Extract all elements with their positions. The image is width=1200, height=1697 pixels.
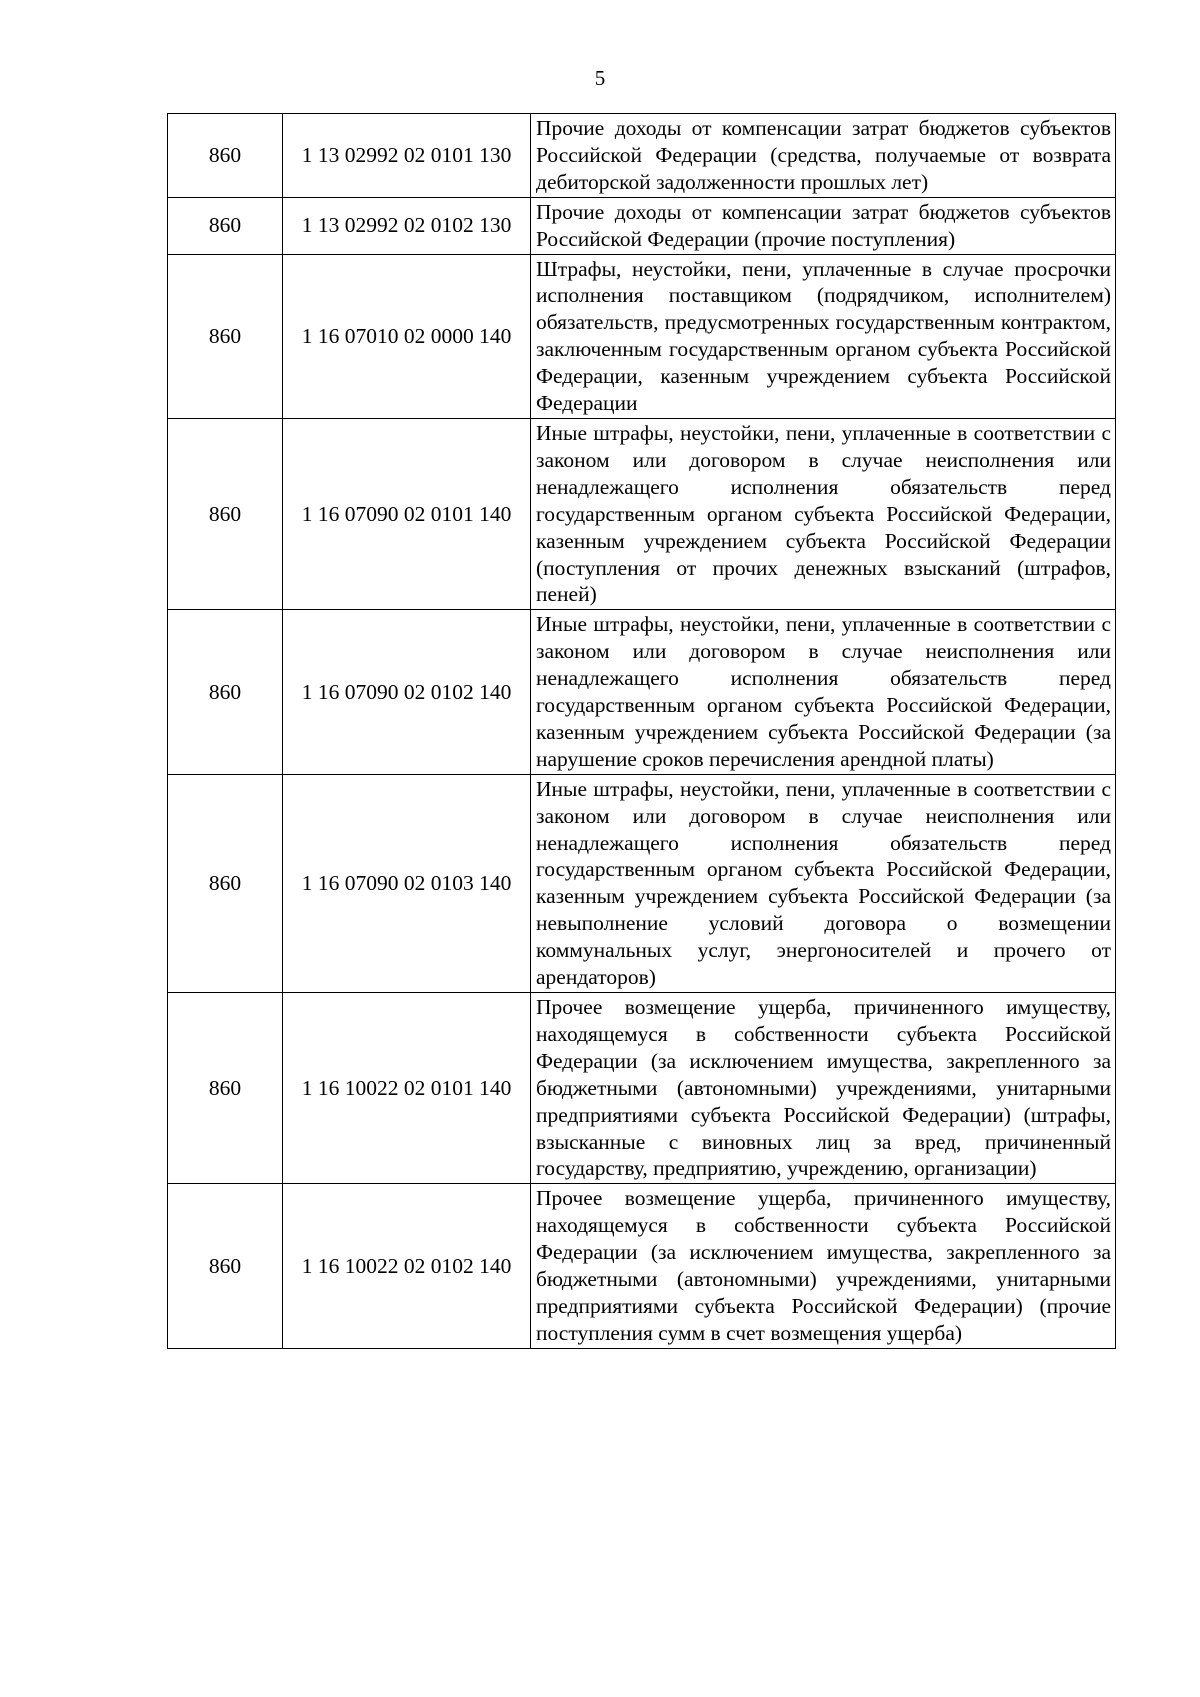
description-cell: Иные штрафы, неустойки, пени, уплаченные в соответствии с законом или договором в случае неисполнения или ненадлежащего исполнения обязательств перед государственным органом субъекта Российской Федерации, казенным учреждением субъекта Российской Федерации (поступления от прочих денежных взысканий (штрафов, пеней) (531, 418, 1116, 609)
revenue-code-cell: 1 13 02992 02 0101 130 (283, 114, 531, 198)
revenue-code-cell: 1 16 10022 02 0101 140 (283, 993, 531, 1184)
admin-code-cell: 860 (168, 774, 283, 992)
table-row (168, 197, 1116, 254)
table-row (168, 610, 1116, 774)
admin-code-cell: 860 (168, 114, 283, 198)
revenue-code-cell: 1 16 07090 02 0103 140 (283, 774, 531, 992)
description-cell: Прочее возмещение ущерба, причиненного имуществу, находящемуся в собственности субъекта Российской Федерации (за исключением имущества, закрепленного за бюджетными (автономными) учреждениями, унитарными предприятиями субъекта Российской Федерации) (прочие поступления сумм в счет возмещения ущерба) (531, 1184, 1116, 1348)
table-row (168, 418, 1116, 609)
revenue-code-cell: 1 13 02992 02 0102 130 (283, 197, 531, 254)
description-cell: Прочее возмещение ущерба, причиненного имуществу, находящемуся в собственности субъекта Российской Федерации (за исключением имущества, закрепленного за бюджетными (автономными) учреждениями, унитарными предприятиями субъекта Российской Федерации) (штрафы, взысканные с виновных лиц за вред, причиненный государству, предприятию, учреждению, организации) (531, 993, 1116, 1184)
admin-code-cell: 860 (168, 418, 283, 609)
table-row (168, 774, 1116, 992)
table-row (168, 1184, 1116, 1348)
revenue-code-cell: 1 16 07090 02 0102 140 (283, 610, 531, 774)
description-cell: Иные штрафы, неустойки, пени, уплаченные в соответствии с законом или договором в случае неисполнения или ненадлежащего исполнения обязательств перед государственным органом субъекта Российской Федерации, казенным учреждением субъекта Российской Федерации (за нарушение сроков перечисления арендной платы) (531, 610, 1116, 774)
page-number: 5 (594, 66, 606, 90)
description-cell: Прочие доходы от компенсации затрат бюджетов субъектов Российской Федерации (средства, получаемые от возврата дебиторской задолженности прошлых лет) (531, 114, 1116, 198)
revenue-code-cell: 1 16 07010 02 0000 140 (283, 254, 531, 418)
admin-code-cell: 860 (168, 993, 283, 1184)
admin-code-cell: 860 (168, 197, 283, 254)
budget-codes-table (167, 113, 1116, 1349)
table-row (168, 114, 1116, 198)
description-cell: Иные штрафы, неустойки, пени, уплаченные в соответствии с законом или договором в случае неисполнения или ненадлежащего исполнения обязательств перед государственным органом субъекта Российской Федерации, казенным учреждением субъекта Российской Федерации (за невыполнение условий договора о возмещении коммунальных услуг, энергоносителей и прочего от арендаторов) (531, 774, 1116, 992)
admin-code-cell: 860 (168, 1184, 283, 1348)
table-row (168, 993, 1116, 1184)
table-row (168, 254, 1116, 418)
revenue-code-cell: 1 16 10022 02 0102 140 (283, 1184, 531, 1348)
admin-code-cell: 860 (168, 254, 283, 418)
description-cell: Штрафы, неустойки, пени, уплаченные в случае просрочки исполнения поставщиком (подрядчиком, исполнителем) обязательств, предусмотренных государственным контрактом, заключенным государственным органом субъекта Российской Федерации, казенным учреждением субъекта Российской Федерации (531, 254, 1116, 418)
description-cell: Прочие доходы от компенсации затрат бюджетов субъектов Российской Федерации (прочие поступления) (531, 197, 1116, 254)
admin-code-cell: 860 (168, 610, 283, 774)
revenue-code-cell: 1 16 07090 02 0101 140 (283, 418, 531, 609)
